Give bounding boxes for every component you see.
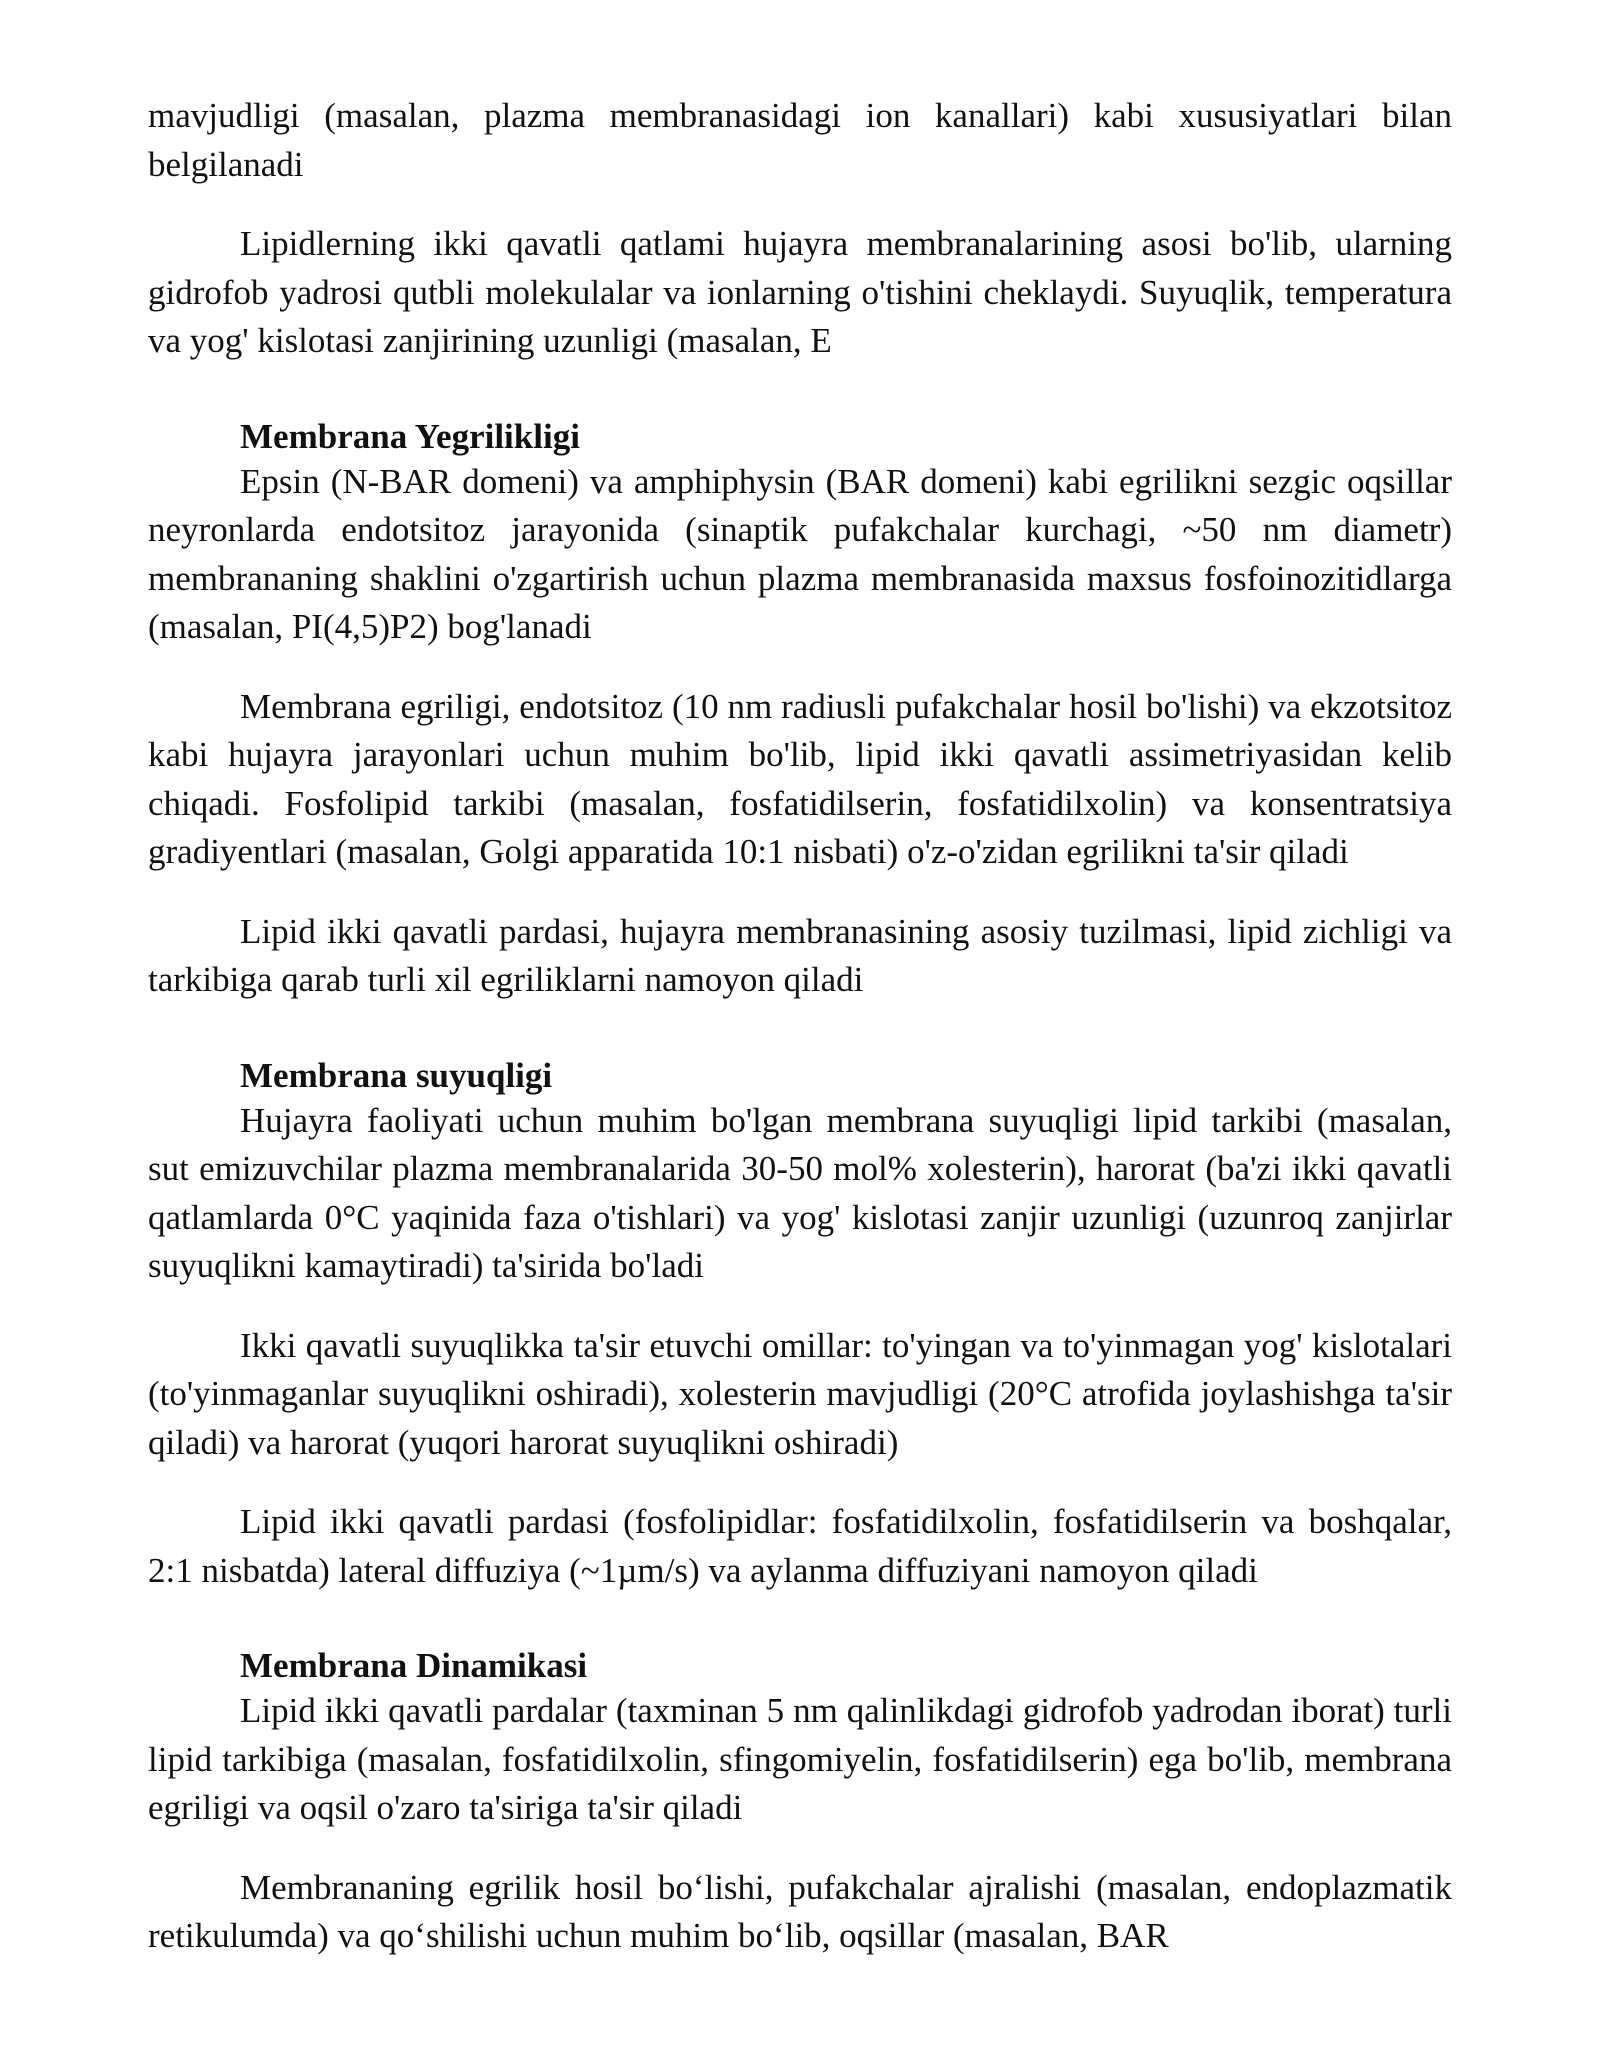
paragraph-fluidity-2: Ikki qavatli suyuqlikka ta'sir etuvchi omillar: to'yingan va to'yinmagan yog' kislotalari (to'yinmaganlar suyuqlikni oshiradi), xolesterin mavjudligi (20°C atrofida joylashishga ta'sir qiladi) va harorat (yuqori harorat suyuqlikni oshiradi) [148,1325,1452,1462]
paragraph-dynamics-1: Lipid ikki qavatli pardalar (taxminan 5 nm qalinlikdagi gidrofob yadrodan iborat) turli lipid tarkibiga (masalan, fosfatidilxolin, sfingomiyelin, fosfatidilserin) ega bo'lib, membrana egriligi va oqsil o'zaro ta'siriga ta'sir qiladi [148,1691,1452,1827]
paragraph-curvature-2: Membrana egriligi, endotsitoz (10 nm radiusli pufakchalar hosil bo'lishi) va ekzotsitoz kabi hujayra jarayonlari uchun muhim bo'lib, lipid ikki qavatli assimetriyasidan kelib chiqadi. Fosfolipid tarkibi (masalan, fosfatidilserin, fosfatidilxolin) va konsentratsiya gradiyentlari (masalan, Golgi apparatida 10:1 nisbati) o'z-o'zidan egrilikni ta'sir qiladi [148,686,1452,871]
paragraph-curvature-3: Lipid ikki qavatli pardasi, hujayra membranasining asosiy tuzilmasi, lipid zichligi va tarkibiga qarab turli xil egriliklarni namoyon qiladi [148,911,1452,999]
section-heading-dynamics: Membrana Dinamikasi [240,1646,588,1685]
section-heading-curvature: Membrana Yegrilikligi [240,416,580,456]
paragraph-curvature-1: Epsin (N-BAR domeni) va amphiphysin (BAR domeni) kabi egrilikni sezgic oqsillar neyronlarda endotsitoz jarayonida (sinaptik pufakchalar kurchagi, ~50 nm diametr) membrananing shaklini o'zgartirish uchun plazma membranasida maxsus fosfoinozitidlarga (masalan, PI(4,5)P2) bog'lanadi [148,461,1452,646]
paragraph-lipid-bilayer: Lipidlerning ikki qavatli qatlami hujayra membranalarining asosi bo'lib, ularning gidrofob yadrosi qutbli molekulalar va ionlarning o'tishini cheklaydi. Suyuqlik, temperatura va yog' kislotasi zanjirining uzunligi (masalan, E [148,224,1452,360]
paragraph-dynamics-2: Membrananing egrilik hosil bo‘lishi, pufakchalar ajralishi (masalan, endoplazmatik retikulumda) va qo‘shilishi uchun muhim bo‘lib, oqsillar (masalan, BAR [148,1867,1452,1955]
section-heading-fluidity: Membrana suyuqligi [240,1055,553,1095]
paragraph-fluidity-1: Hujayra faoliyati uchun muhim bo'lgan membrana suyuqligi lipid tarkibi (masalan, sut emizuvchilar plazma membranalarida 30-50 mol% xolesterin), harorat (ba'zi ikki qavatli qatlamlarda 0°C yaqinida faza o'tishlari) va yog' kislotasi zanjir uzunligi (uzunroq zanjirlar suyuqlikni kamaytiradi) ta'sirida bo'ladi [148,1100,1452,1285]
document-page [148,92,1452,1961]
paragraph-fluidity-3: Lipid ikki qavatli pardasi (fosfolipidlar: fosfatidilxolin, fosfatidilserin va boshqalar, 2:1 nisbatda) lateral diffuziya (~1µm/s) va aylanma diffuziyani namoyon qiladi [148,1502,1452,1590]
paragraph-continued: mavjudligi (masalan, plazma membranasidagi ion kanallari) kabi xususiyatlari bilan belgilanadi [148,96,1452,184]
